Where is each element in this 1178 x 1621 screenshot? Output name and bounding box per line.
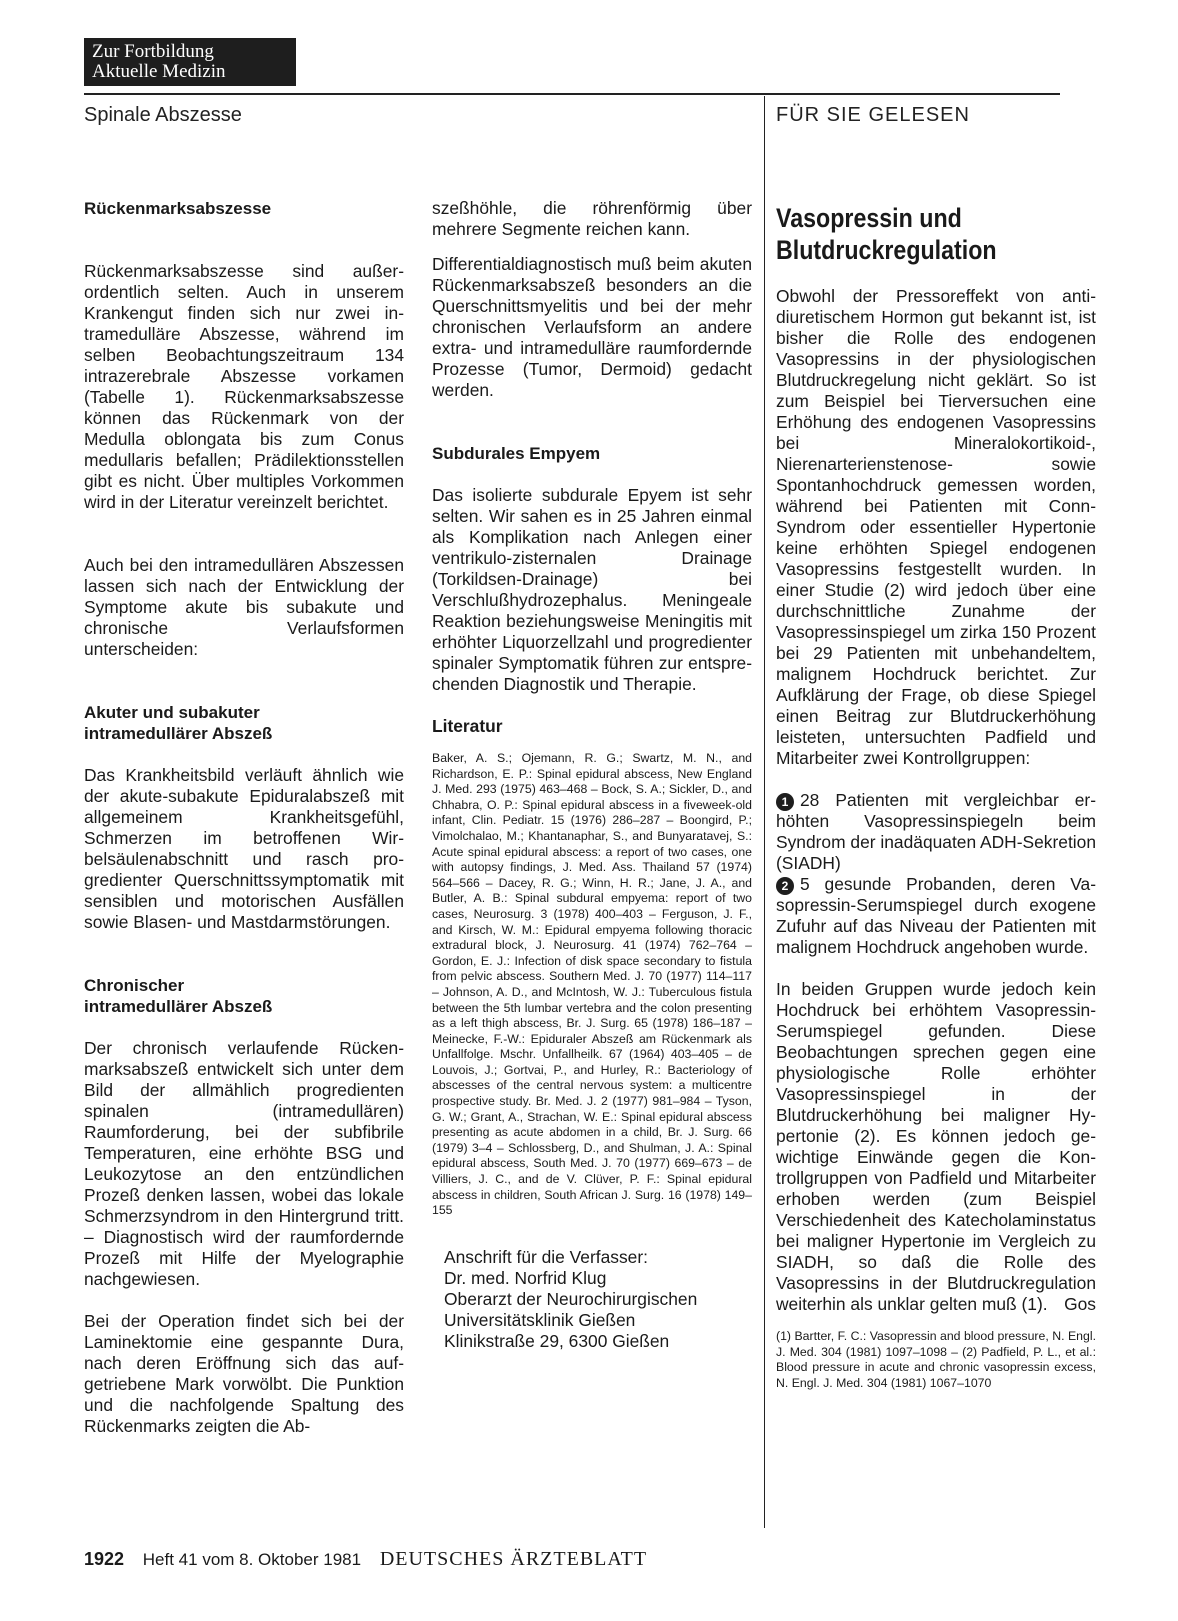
paragraph: szeßhöhle, die röhrenförmig über mehrere Segmente reichen kann. [432,198,752,239]
list-item: 1 28 Patienten mit vergleichbar erhöhten Vasopressinspiegeln beim Syndrom der inadäquaten ADH-Sekretion (SIADH) [776,790,1096,873]
column-middle [432,198,752,1352]
list-item: 2 5 gesunde Probanden, deren Vasopressin-Serumspiegel durch exogene Zufuhr auf das Niveau der Patienten mit malignem Hochdruck angehoben wurde. [776,874,1096,957]
paragraph: Das Krankheitsbild verläuft ähnlich wie der akute-subakute Epiduralabszeß mit allgemeinem Krankheitsgefühl, Schmerzen im betroffenen Wirbelsäulenabschnitt und rasch progredienter Querschnittssymptomatik mit sensiblen und motorischen Ausfällen sowie Blasen- und Mastdarmstörungen. [84,765,404,932]
article-title: Vasopressin und Blutdruckregulation [776,203,997,265]
page-number: 1922 [84,1549,125,1569]
heading-akuter-abszess: Akuter und subakuter intramedullärer Abszeß [84,703,273,743]
rubric-line-1: Zur Fortbildung [92,41,214,62]
paragraph: Rückenmarksabszesse sind außerordentlich selten. Auch in unserem Krankengut finden sich nur zwei intramedulläre Abszesse, während im selben Beobachtungszeitraum 134 intrazerebrale Abszesse vorkamen (Tabelle 1). Rückenmarksabszesse können das Rückenmark von der Medulla oblongata bis zum Conus medullaris befallen; Prädilektionsstellen gibt es nicht. Über multiples Vorkommen wird in der Literatur vereinzelt berichtet. [84,261,404,512]
rubric-line-2: Aktuelle Medizin [92,61,226,82]
number-badge-1: 1 [776,793,794,811]
paragraph: Auch bei den intramedullären Abszessen lassen sich nach der Entwicklung der Symptome akute bis subakute und chronische Verlaufsformen unterscheiden: [84,555,404,659]
references: Baker, A. S.; Ojemann, R. G.; Swartz, M. N., and Richardson, E. P.: Spinal epidural abscess, New England J. Med. 293 (1975) 463–468 – Bock, S. A.; Sickler, D., and Chhabra, O. P.: Spinal epidural abscess in a fiveweek-old infant, Clin. Pediatr. 15 (1976) 286–287 – Boongird, P.; Vimolchalao, M.; Khantanaphar, S., and Bunyaratavej, S.: Acute spinal epidural abscess: a report of two cases, one with autopsy findings, J. Med. Ass. Thailand 57 (1974) 564–566 – Dacey, R. G.; Winn, H. R.; Jane, J. A., and Butler, A. B.: Spinal subdural empyema: report of two cases, Neurosurg. 3 (1978) 400–403 – Ferguson, J. F., and Kirsch, W. M.: Epidural empyema following thoracic extradural block, J. Neurosurg. 41 (1974) 762–764 – Gordon, E. J.: Infection of disk space secondary to fistula from pelvic abscess. Southern Med. J. 70 (1977) 114–117 – Johnson, A. D., and McIntosh, W. J.: Tuberculous fistula between the 5th lumbar vertebra and the colon presenting as a left thigh abscess, Br. J. Surg. 65 (1978) 186–187 – Meinecke, F.-W.: Epiduraler Abszeß am Rückenmark als Unfallfolge. Mschr. Unfallheilk. 67 (1964) 403–405 – de Louvois, J.; Gortvai, P., and Hurley, R.: Bacteriology of abscesses of the central nervous system: a multicentre prospective study. Br. Med. J. 2 (1977) 981–984 – Tyson, G. W.; Grant, A., Strachan, W. E.: Spinal epidural abscess presenting as acute abdomen in a child, Br. J. Surg. 66 (1979) 3–4 – Schlossberg, D., and Shulman, J. A.: Spinal epidural abscess, South Med. J. 70 (1977) 669–673 – de Villiers, J. C., and de V. Clüver, P. F.: Spinal epidural abscess in children, South African J. Surg. 16 (1978) 149–155 [432,751,752,1218]
column-left [84,198,404,1437]
column-right [776,198,1096,1391]
author-address [432,1247,752,1352]
paragraph: Der chronisch verlaufende Rückenmarksabszeß entwickelt sich unter dem Bild der allmählich progredienten spinalen (intramedullären) Raumforderung, bei der subfibrile Temperaturen, eine erhöhte BSG und Leukozytose an den entzündlichen Prozeß denken lassen, wobei das lokale Schmerzsyndrom in den Hintergrund tritt. – Diagnostisch wird der raumfordernde Prozeß mit Hilfe der Myelographie nachgewiesen. [84,1038,404,1289]
heading-chronischer-abszess: Chronischer intramedullärer Abszeß [84,976,273,1016]
paragraph: Differentialdiagnostisch muß beim akuten Rückenmarksabszeß besonders an die Querschnittsmyelitis und bei der mehr chronischen Verlaufsform an andere extra- und intramedulläre raumfordernde Prozesse (Tumor, Dermoid) gedacht werden. [432,254,752,400]
header-rule [84,93,1060,95]
heading-rueckenmarksabszesse: Rückenmarksabszesse [84,199,272,218]
address-line: Oberarzt der Neurochirurgischen [444,1288,698,1309]
column-divider [764,96,765,1528]
references: (1) Bartter, F. C.: Vasopressin and blood pressure, N. Engl. J. Med. 304 (1981) 1097–1098 – (2) Padfield, P. L., et al.: Blood pressure in acute and chronic vasopressin excess, N. Engl. J. Med. 304 (1981) 1067–1070 [776,1329,1096,1390]
section-label-right: FÜR SIE GELESEN [776,104,970,126]
page-footer [84,1548,647,1571]
number-badge-2: 2 [776,877,794,895]
address-line: Dr. med. Norfrid Klug [444,1267,607,1288]
issue-info: Heft 41 vom 8. Oktober 1981 [142,1550,362,1569]
paragraph: Das isolierte subdurale Epyem ist sehr selten. Wir sahen es in 25 Jahren einmal als Komplikation nach Anlegen einer ventrikulo-zisternalen Drainage (Torkildsen-Drainage) bei Verschlußhydrozephalus. Meningeale Reaktion beziehungsweise Meningitis mit erhöhter Liquorzellzahl und progredienter spinaler Symptomatik führen zur entsprechenden Diagnostik und Therapie. [432,485,752,694]
paragraph: In beiden Gruppen wurde jedoch kein Hochdruck bei erhöhtem Vasopressin-Serumspiegel gefunden. Diese Beobachtungen sprechen gegen eine physiologische Rolle erhöhter Vasopressinspiegel in der Blutdruckerhöhung bei maligner Hypertonie (2). Es können jedoch gewichtige Einwände gegen die Kontrollgruppen von Padfield und Mitarbeiter erhoben werden (zum Beispiel Verschiedenheit des Katecholaminstatus bei maligner Hypertonie im Vergleich zu SIADH, so daß die Rolle des Vasopressins in der Blutdruckregulation weiterhin als unklar gelten muß (1). Gos [776,979,1096,1314]
paragraph: Bei der Operation findet sich bei der Laminektomie eine gespannte Dura, nach deren Eröffnung sich das aufgetriebene Mark vorwölbt. Die Punktion und die nachfolgende Spaltung des Rückenmarks zeigten die Ab- [84,1311,404,1436]
address-line: Anschrift für die Verfasser: [444,1246,648,1267]
address-line: Klinikstraße 29, 6300 Gießen [444,1330,670,1351]
references-heading: Literatur [432,716,503,736]
rubric-box [84,38,296,86]
paragraph: Obwohl der Pressoreffekt von antidiuretischem Hormon gut bekannt ist, ist bisher die Rolle des endogenen Vasopressins in der physiologischen Blutdruckregelung nicht geklärt. So ist zum Beispiel bei Tierversuchen eine Erhöhung des endogenen Vasopressins bei Mineralokortikoid-, Nierenarterienstenose- sowie Spontanhochdruck gemessen worden, während bei Patienten mit Conn-Syndrom oder essentieller Hypertonie keine erhöhten Spiegel endogenen Vasopressins festgestellt wurden. In einer Studie (2) wird jedoch über eine durchschnittliche Zunahme der Vasopressinspiegel um zirka 150 Prozent bei 29 Patienten mit unbehandeltem, malignem Hochdruck berichtet. Zur Aufklärung der Frage, ob diese Spiegel einen Beitrag zur Blutdruckerhöhung leisteten, untersuchten Padfield und Mitarbeiter zwei Kontrollgruppen: [776,286,1096,768]
heading-subdurales-empyem: Subdurales Empyem [432,444,601,463]
address-line: Universitätsklinik Gießen [444,1309,636,1330]
magazine-name: DEUTSCHES ÄRZTEBLATT [379,1548,648,1570]
section-title: Spinale Abszesse [84,104,242,126]
author-signature: Gos [1064,1294,1096,1314]
